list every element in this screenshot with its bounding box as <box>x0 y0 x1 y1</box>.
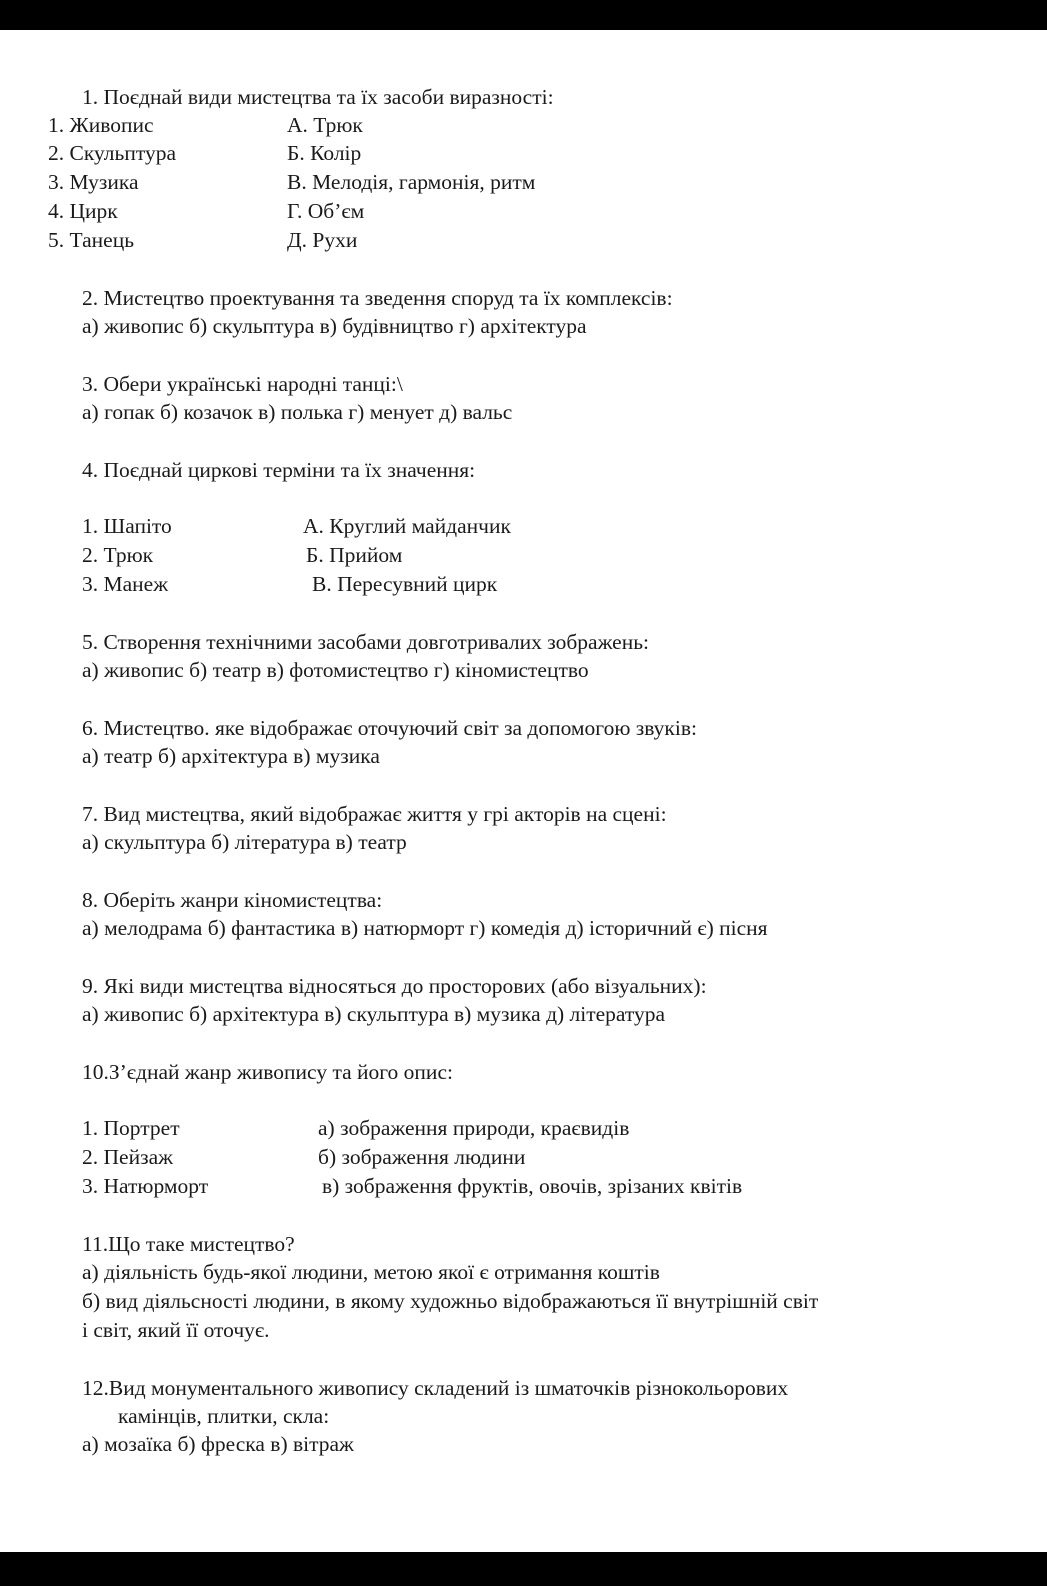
q11-option-b-continued: і світ, який її оточує. <box>82 1318 270 1342</box>
q9-title: 9. Які види мистецтва відносяться до просторових (або візуальних): <box>82 974 707 998</box>
q1-left-item: 2. Скульптура <box>48 141 176 165</box>
q12-options: а) мозаїка б) фреска в) вітраж <box>82 1432 354 1456</box>
q10-left-item: 1. Портрет <box>82 1116 180 1140</box>
q3-title: 3. Обери українські народні танці:\ <box>82 372 403 396</box>
q10-title: 10.З’єднай жанр живопису та його опис: <box>82 1060 453 1084</box>
q10-right-item: в) зображення фруктів, овочів, зрізаних квітів <box>322 1174 743 1198</box>
q1-right-item: Б. Колір <box>287 141 362 165</box>
q7-options: а) скульптура б) література в) театр <box>82 830 407 854</box>
q4-right-item: А. Круглий майданчик <box>303 514 511 538</box>
q1-right-item: В. Мелодія, гармонія, ритм <box>287 170 536 194</box>
q4-right-item: В. Пересувний цирк <box>312 572 498 596</box>
q6-title: 6. Мистецтво. яке відображає оточуючий світ за допомогою звуків: <box>82 716 697 740</box>
q11-title: 11.Що таке мистецтво? <box>82 1232 295 1256</box>
q11-option-a: а) діяльність будь-якої людини, метою якої є отримання коштів <box>82 1260 660 1284</box>
q1-left-item: 4. Цирк <box>48 199 118 223</box>
q4-left-item: 1. Шапіто <box>82 514 172 538</box>
q8-options: а) мелодрама б) фантастика в) натюрморт г) комедія д) історичний є) пісня <box>82 916 768 940</box>
q2-title: 2. Мистецтво проектування та зведення споруд та їх комплексів: <box>82 286 673 310</box>
q4-left-item: 3. Манеж <box>82 572 169 596</box>
q5-options: а) живопис б) театр в) фотомистецтво г) кіномистецтво <box>82 658 589 682</box>
q12-title: 12.Вид монументального живопису складений із шматочків різнокольорових <box>82 1376 789 1400</box>
q4-left-item: 2. Трюк <box>82 543 154 567</box>
q1-right-item: А. Трюк <box>287 113 363 137</box>
q4-right-item: Б. Прийом <box>306 543 403 567</box>
q10-left-item: 2. Пейзаж <box>82 1145 173 1169</box>
q1-left-item: 1. Живопис <box>48 113 154 137</box>
q6-options: а) театр б) архітектура в) музика <box>82 744 380 768</box>
q7-title: 7. Вид мистецтва, який відображає життя у грі акторів на сцені: <box>82 802 667 826</box>
q1-right-item: Г. Об’єм <box>287 199 365 223</box>
document-page <box>0 30 1047 1552</box>
q9-options: а) живопис б) архітектура в) скульптура в) музика д) література <box>82 1002 666 1026</box>
q11-option-b: б) вид діяльсності людини, в якому художньо відображаються її внутрішній світ <box>82 1289 819 1313</box>
q1-left-item: 5. Танець <box>48 228 134 252</box>
q3-options: а) гопак б) козачок в) полька г) менует д) вальс <box>82 400 513 424</box>
q10-right-item: а) зображення природи, краєвидів <box>318 1116 630 1140</box>
q10-right-item: б) зображення людини <box>318 1145 526 1169</box>
q8-title: 8. Оберіть жанри кіномистецтва: <box>82 888 383 912</box>
q5-title: 5. Створення технічними засобами довготривалих зображень: <box>82 630 649 654</box>
q1-title: 1. Поєднай види мистецтва та їх засоби виразності: <box>82 85 554 109</box>
q10-left-item: 3. Натюрморт <box>82 1174 209 1198</box>
q1-left-item: 3. Музика <box>48 170 139 194</box>
q2-options: а) живопис б) скульптура в) будівництво г) архітектура <box>82 314 587 338</box>
q4-title: 4. Поєднай циркові терміни та їх значення: <box>82 458 476 482</box>
q12-title-continued: камінців, плитки, скла: <box>118 1404 330 1428</box>
q1-right-item: Д. Рухи <box>287 228 358 252</box>
